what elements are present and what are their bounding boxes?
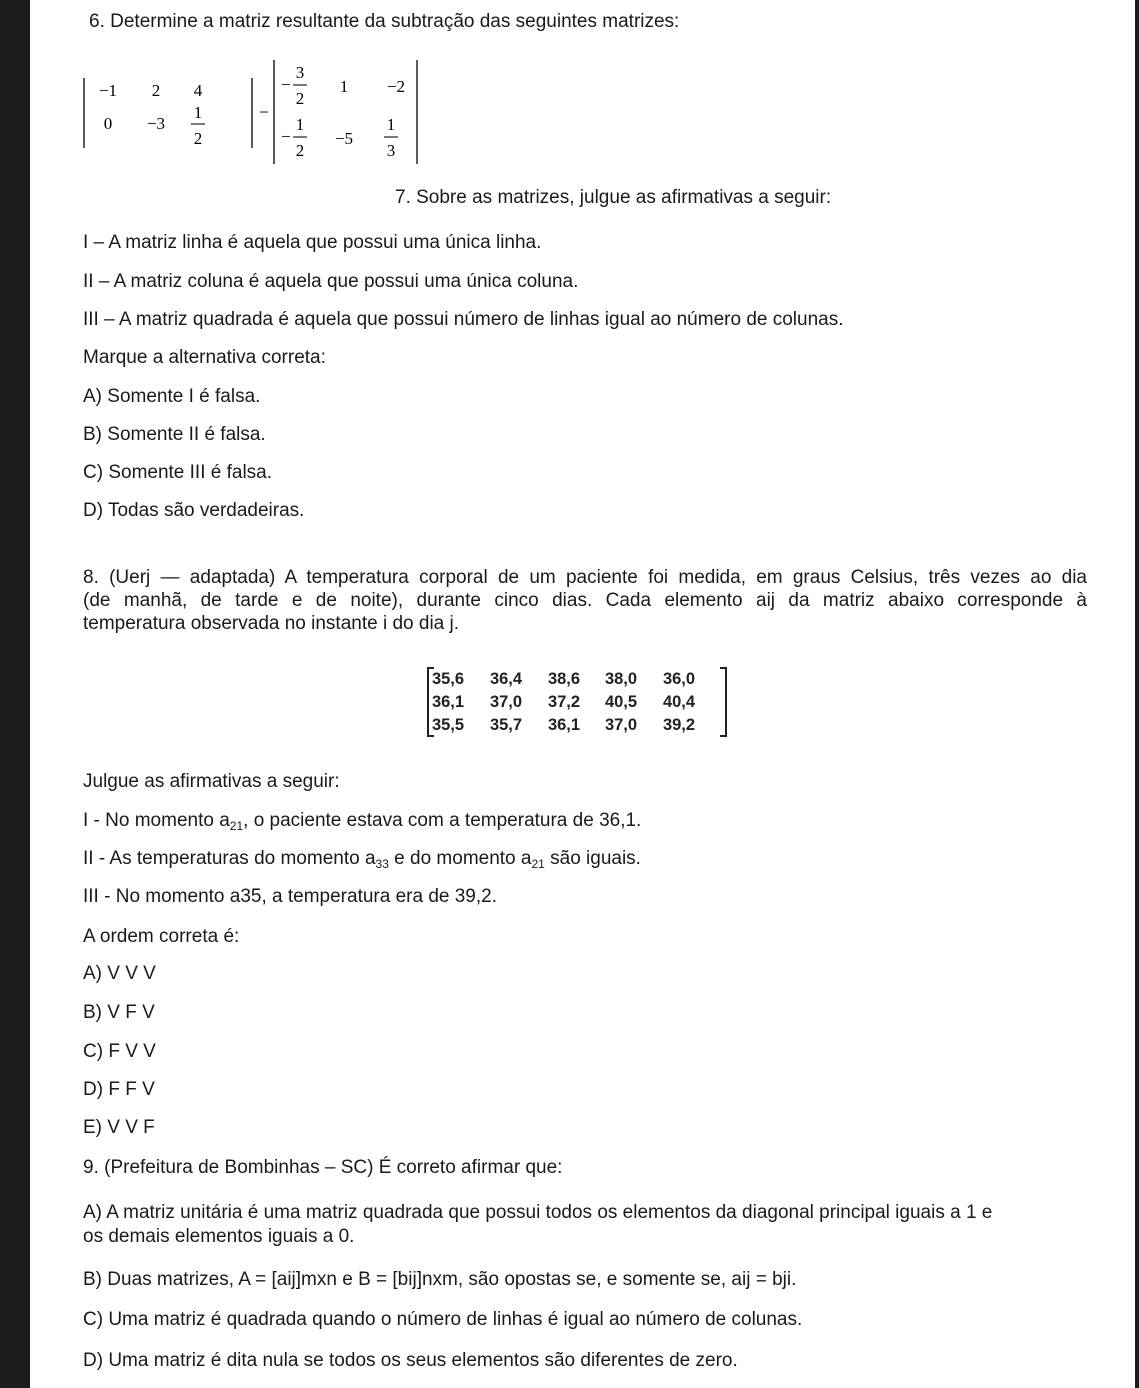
q7-option-a: A) Somente I é falsa.: [83, 386, 261, 407]
q9-option-a-line-2: os demais elementos iguais a 0.: [83, 1226, 355, 1247]
q8-statement-3: III - No momento a35, a temperatura era de 39,2.: [83, 886, 498, 907]
document-page: [30, 0, 1135, 1388]
matrix-cell-r3-c3: 36,1: [547, 716, 581, 734]
q7-title: 7. Sobre as matrizes, julgue as afirmativas a seguir:: [395, 187, 832, 208]
q9-option-d: D) Uma matriz é dita nula se todos os seus elementos são diferentes de zero.: [83, 1350, 738, 1371]
b21-numerator: 1: [295, 115, 305, 134]
matrix-cell-r1-c5: 36,0: [662, 670, 696, 688]
matrix-cell-r1-c3: 38,6: [547, 670, 581, 688]
b21-sign: −: [281, 127, 291, 146]
q8-option-e: E) V V F: [83, 1117, 155, 1138]
q8-paragraph-line-3: temperatura observada no instante i do dia j.: [83, 613, 460, 634]
q8-paragraph-line-1: 8. (Uerj — adaptada) A temperatura corporal de um paciente foi medida, em graus Celsius, três vezes ao dia: [83, 567, 1087, 588]
q8-option-c: C) F V V: [83, 1041, 156, 1062]
q8-paragraph-line-2: (de manhã, de tarde e de noite), durante cinco dias. Cada elemento aij da matriz abaixo corresponde à: [83, 590, 1087, 611]
left-dark-border: [0, 0, 30, 1388]
right-dark-border: [1135, 0, 1139, 1388]
matrix-cell-r3-c4: 37,0: [604, 716, 638, 734]
q8-option-b: B) V F V: [83, 1002, 155, 1023]
matrix-cell-r3-c2: 35,7: [489, 716, 523, 734]
q8-order-prompt: A ordem correta é:: [83, 926, 240, 947]
b12: 1: [339, 77, 349, 96]
q8-temperature-matrix: [424, 662, 734, 742]
a12: 2: [151, 81, 161, 100]
b11-numerator: 3: [295, 63, 305, 82]
matrix-cell-r2-c4: 40,5: [604, 693, 638, 711]
q7-option-d: D) Todas são verdadeiras.: [83, 500, 305, 521]
b11-denominator: 2: [295, 89, 305, 108]
q8-right-bracket: [720, 668, 726, 736]
b22: −5: [334, 129, 354, 148]
a23-denominator: 2: [193, 129, 203, 148]
b23-denominator: 3: [386, 141, 396, 160]
q8-statement-1: I - No momento $a_{21}$, o paciente estava com a temperatura de 36,1.: [83, 810, 642, 833]
matrix-cell-r3-c1: 35,5: [431, 716, 465, 734]
q8-prompt: Julgue as afirmativas a seguir:: [83, 771, 340, 792]
q9-option-b: B) Duas matrizes, A = [aij]mxn e B = [bij]nxm, são opostas se, e somente se, aij = bji.: [83, 1269, 797, 1290]
matrix-cell-r2-c2: 37,0: [489, 693, 523, 711]
q8-statement-2: II - As temperaturas do momento $a_{33}$ e do momento $a_{21}$ são iguais.: [83, 848, 641, 871]
matrix-cell-r3-c5: 39,2: [662, 716, 696, 734]
b21-denominator: 2: [295, 141, 305, 160]
a13: 4: [193, 81, 203, 100]
q9-title: 9. (Prefeitura de Bombinhas – SC) É correto afirmar que:: [83, 1157, 563, 1178]
q6-matrix-expression: [78, 48, 406, 168]
q7-option-c: C) Somente III é falsa.: [83, 462, 273, 483]
q7-statement-1: I – A matriz linha é aquela que possui uma única linha.: [83, 232, 542, 253]
q8-option-a: A) V V V: [83, 963, 156, 984]
b11-sign: −: [281, 75, 291, 94]
matrix-cell-r1-c2: 36,4: [489, 670, 523, 688]
a21: 0: [103, 114, 113, 133]
matrix-cell-r1-c4: 38,0: [604, 670, 638, 688]
q7-option-b: B) Somente II é falsa.: [83, 424, 266, 445]
a22: −3: [146, 114, 166, 133]
q7-statement-2: II – A matriz coluna é aquela que possui uma única coluna.: [83, 271, 579, 292]
matrix-cell-r2-c1: 36,1: [431, 693, 465, 711]
minus-sign: −: [258, 102, 270, 122]
b13: −2: [386, 77, 406, 96]
q6-title: 6. Determine a matriz resultante da subtração das seguintes matrizes:: [89, 11, 680, 32]
q9-option-a-line-1: A) A matriz unitária é uma matriz quadrada que possui todos os elementos da diagonal principal iguais a 1 e: [83, 1202, 993, 1223]
a23-numerator: 1: [193, 103, 203, 122]
q7-prompt: Marque a alternativa correta:: [83, 347, 326, 368]
matrix-cell-r1-c1: 35,6: [431, 670, 465, 688]
a11: −1: [98, 81, 118, 100]
b23-numerator: 1: [386, 115, 396, 134]
matrix-cell-r2-c5: 40,4: [662, 693, 696, 711]
matrix-cell-r2-c3: 37,2: [547, 693, 581, 711]
q7-statement-3: III – A matriz quadrada é aquela que possui número de linhas igual ao número de colunas.: [83, 309, 844, 330]
q9-option-c: C) Uma matriz é quadrada quando o número de linhas é igual ao número de colunas.: [83, 1309, 803, 1330]
q8-option-d: D) F F V: [83, 1079, 155, 1100]
